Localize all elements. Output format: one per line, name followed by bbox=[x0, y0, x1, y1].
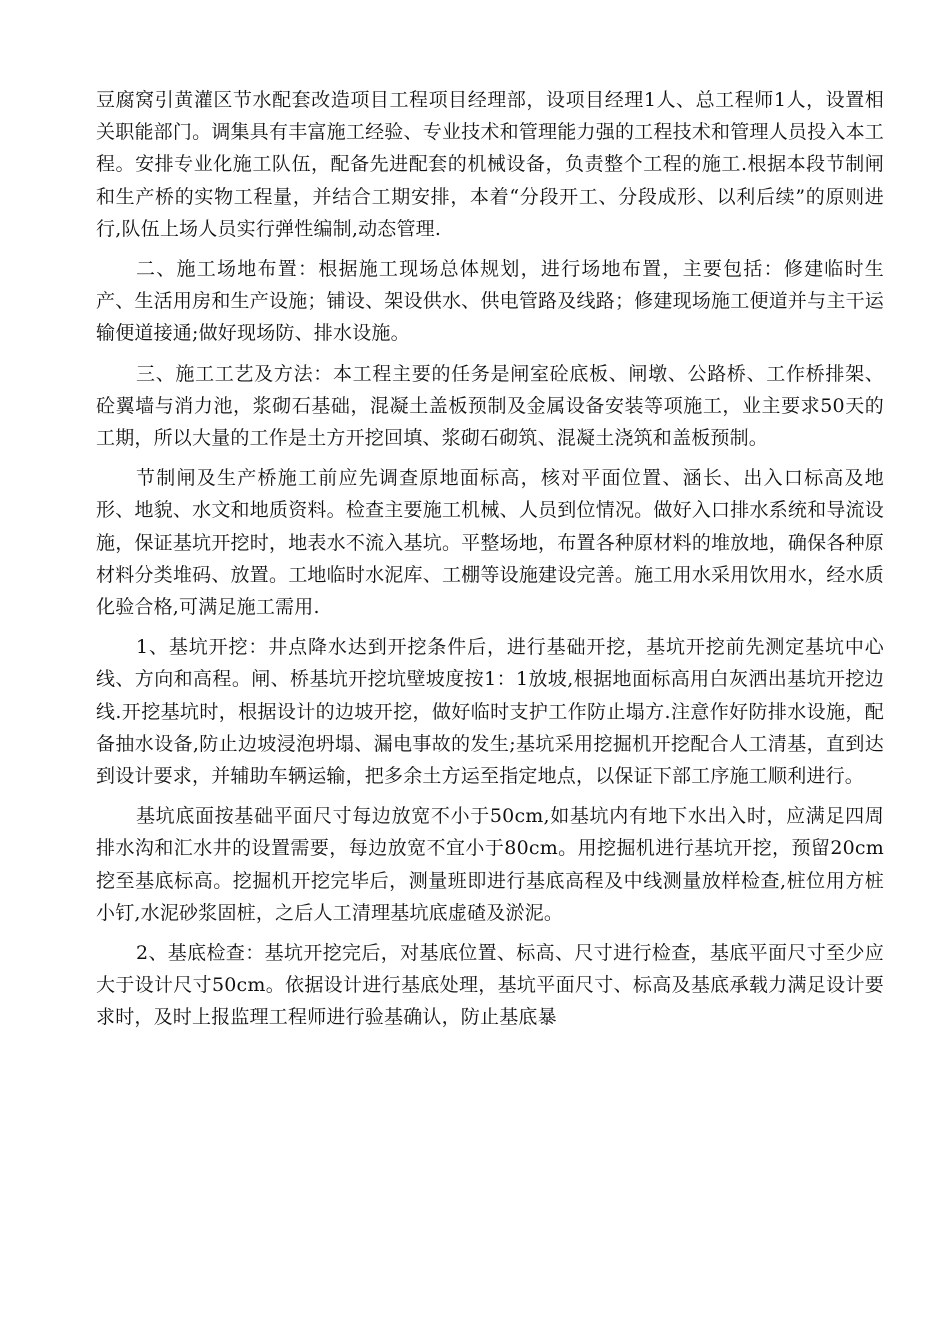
paragraph-pit-dimensions: 基坑底面按基础平面尺寸每边放宽不小于50cm,如基坑内有地下水出入时，应满足四周排水沟和汇水井的设置需要，每边放宽不宜小于80cm。用挖掘机进行基坑开挖，预留20cm挖至基底标高。挖掘机开挖完毕后，测量班即进行基底高程及中线测量放样检查,桩位用方桩小钉,水泥砂浆固桩，之后人工清理基坑底虚碴及淤泥。 bbox=[96, 805, 884, 924]
paragraph-foundation-excavation: 1、基坑开挖：井点降水达到开挖条件后，进行基础开挖，基坑开挖前先测定基坑中心线、方向和高程。闸、桥基坑开挖坑壁坡度按1：1放坡,根据地面标高用白灰洒出基坑开挖边线.开挖基坑时，根据设计的边坡开挖，做好临时支护工作防止塌方.注意作好防排水设施，配备抽水设备,防止边坡浸泡坍塌、漏电事故的发生;基坑采用挖掘机开挖配合人工清基，直到达到设计要求，并辅助车辆运输，把多余土方运至指定地点，以保证下部工序施工顺利进行。 bbox=[96, 636, 884, 788]
paragraph-construction-methods: 三、施工工艺及方法：本工程主要的任务是闸室砼底板、闸墩、公路桥、工作桥排架、砼翼墙与消力池，浆砌石基础，混凝土盖板预制及金属设备安装等项施工，业主要求50天的工期，所以大量的工作是土方开挖回填、浆砌石砌筑、混凝土浇筑和盖板预制。 bbox=[96, 362, 884, 450]
paragraph-base-inspection: 2、基底检查：基坑开挖完后，对基底位置、标高、尺寸进行检查，基底平面尺寸至少应大于设计尺寸50cm。依据设计进行基底处理，基坑平面尺寸、标高及基底承载力满足设计要求时，及时上报监理工程师进行验基确认，防止基底暴 bbox=[96, 942, 884, 1029]
paragraph-pre-construction-survey: 节制闸及生产桥施工前应先调查原地面标高，核对平面位置、涵长、出入口标高及地形、地貌、水文和地质资料。检查主要施工机械、人员到位情况。做好入口排水系统和导流设施，保证基坑开挖时，地表水不流入基坑。平整场地，布置各种原材料的堆放地，确保各种原材料分类堆码、放置。工地临时水泥库、工棚等设施建设完善。施工用水采用饮用水，经水质化验合格,可满足施工需用. bbox=[96, 467, 884, 619]
paragraph-site-layout: 二、施工场地布置：根据施工现场总体规划，进行场地布置，主要包括：修建临时生产、生活用房和生产设施；铺设、架设供水、供电管路及线路；修建现场施工便道并与主干运输便道接通;做好现场防、排水设施。 bbox=[96, 258, 884, 345]
document-body bbox=[96, 84, 884, 1042]
paragraph-project-organization: 豆腐窝引黄灌区节水配套改造项目工程项目经理部，设项目经理1人、总工程师1人，设置相关职能部门。调集具有丰富施工经验、专业技术和管理能力强的工程技术和管理人员投入本工程。安排专业化施工队伍，配备先进配套的机械设备，负责整个工程的施工.根据本段节制闸和生产桥的实物工程量，并结合工期安排，本着“分段开工、分段成形、以利后续”的原则进行,队伍上场人员实行弹性编制,动态管理. bbox=[96, 89, 884, 240]
